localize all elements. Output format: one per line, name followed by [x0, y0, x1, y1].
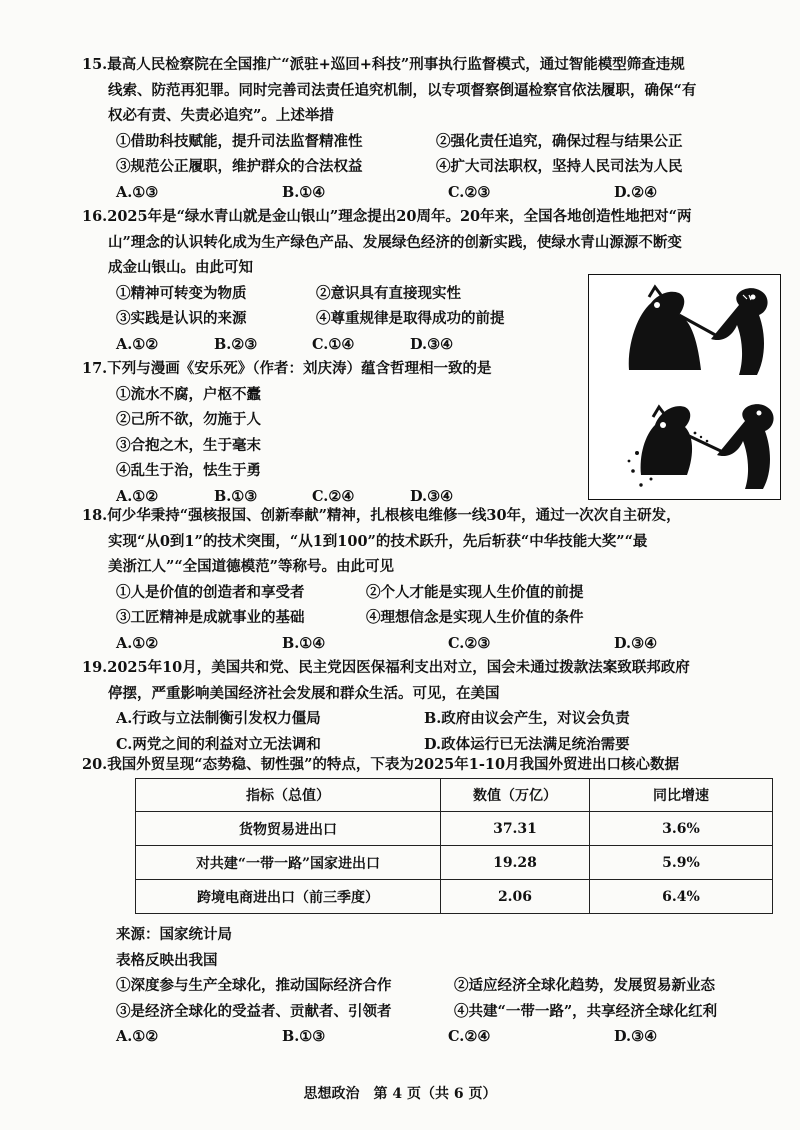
q17-answer-a: A.①② [116, 487, 159, 505]
q20-source: 来源：国家统计局 [116, 926, 232, 943]
table-row [136, 880, 773, 914]
q20-answer-d: D.③④ [614, 1028, 658, 1045]
q20-answer-a: A.①② [116, 1028, 159, 1045]
q18-stem-line-1: 18.何少华秉持“强核报国、创新奉献”精神，扎根核电维修一线30年，通过一次次自主研发， [82, 507, 681, 524]
q18-stem-line-3: 美浙江人”“全国道德模范”等称号。由此可见 [108, 558, 395, 575]
q17-option-3: ③合抱之木，生于毫末 [116, 436, 261, 454]
question-15 [82, 52, 780, 205]
table-row [136, 846, 773, 880]
q19-option-d: D.政体运行已无法满足统治需要 [424, 735, 630, 753]
table-cell: 3.6% [590, 812, 773, 846]
q17-answer-c: C.②④ [312, 487, 355, 505]
q15-option-4: ④扩大司法职权，坚持人民司法为人民 [436, 158, 683, 175]
q18-option-4: ④理想信念是实现人生价值的条件 [366, 609, 584, 626]
q18-options-row-1 [90, 580, 780, 606]
q15-answer-b: B.①④ [282, 183, 326, 201]
q20-option-3: ③是经济全球化的受益者、贡献者、引领者 [116, 1002, 392, 1020]
q15-options-row-1 [90, 129, 780, 155]
q18-options-row-2 [90, 605, 780, 631]
table-header-value: 数值（万亿） [441, 779, 590, 812]
table-header-row [136, 779, 773, 812]
q19-option-b: B.政府由议会产生，对议会负责 [424, 710, 630, 727]
question-17 [82, 356, 780, 509]
q16-stem-line-3: 成金山银山。由此可知 [108, 259, 253, 276]
q18-answer-c: C.②③ [448, 634, 491, 652]
question-19 [82, 655, 780, 757]
table-cell: 2.06 [441, 880, 590, 914]
table-cell: 跨境电商进出口（前三季度） [136, 880, 441, 914]
table-cell: 货物贸易进出口 [136, 812, 441, 846]
q20-answer-b: B.①③ [282, 1028, 326, 1045]
q20-option-4: ④共建“一带一路”，共享经济全球化红利 [454, 1002, 718, 1020]
q20-stem-line-2: 表格反映出我国 [116, 951, 218, 969]
q15-answers [90, 180, 780, 206]
q17-stem-line-1: 17.下列与漫画《安乐死》（作者：刘庆涛）蕴含哲理相一致的是 [82, 360, 492, 377]
question-20-options [90, 922, 780, 1050]
q19-options-row-1 [90, 706, 780, 732]
page-footer: 思想政治 第 4 页（共 6 页） [303, 1086, 497, 1102]
q18-answers [90, 631, 780, 657]
q15-stem-line-1: 15.最高人民检察院在全国推广“派驻+巡回+科技”刑事执行监督模式，通过智能模型筛查违规 [82, 56, 685, 73]
table-header-indicator: 指标（总值） [136, 779, 441, 812]
table-cell: 对共建“一带一路”国家进出口 [136, 846, 441, 880]
q16-option-4: ④尊重规律是取得成功的前提 [316, 310, 505, 327]
q17-option-1: ①流水不腐，户枢不蠹 [116, 385, 261, 403]
q15-options-row-2 [90, 154, 780, 180]
table-header-growth: 同比增速 [590, 779, 773, 812]
q15-option-2: ②强化责任追究，确保过程与结果公正 [436, 132, 683, 150]
q18-answer-a: A.①② [116, 634, 159, 652]
q19-option-a: A.行政与立法制衡引发权力僵局 [116, 710, 321, 727]
q16-stem-line-1: 16.2025年是“绿水青山就是金山银山”理念提出20周年。20年来，全国各地创造性地把对“两 [82, 208, 692, 225]
table-row [136, 812, 773, 846]
q15-answer-a: A.①③ [116, 183, 159, 201]
q16-option-3: ③实践是认识的来源 [116, 310, 247, 327]
q18-option-2: ②个人才能是实现人生价值的前提 [366, 583, 584, 601]
q19-stem-line-1: 19.2025年10月，美国共和党、民主党因医保福利支出对立，国会未通过拨款法案致联邦政府 [82, 659, 690, 676]
q18-answer-d: D.③④ [614, 634, 658, 652]
question-20-stem [82, 752, 780, 778]
q16-stem-line-2: 山”理念的认识转化成为生产绿色产品、发展绿色经济的创新实践，使绿水青山源源不断变 [108, 233, 682, 251]
q15-option-3: ③规范公正履职，维护群众的合法权益 [116, 158, 363, 175]
q16-answer-c: C.①④ [312, 335, 355, 353]
q20-options-row-2 [90, 999, 780, 1025]
q19-option-c: C.两党之间的利益对立无法调和 [116, 735, 321, 753]
q16-answer-d: D.③④ [410, 335, 454, 353]
q19-stem-line-2: 停摆，严重影响美国经济社会发展和群众生活。可见，在美国 [108, 684, 500, 702]
table-cell: 19.28 [441, 846, 590, 880]
q17-answer-b: B.①③ [214, 487, 258, 505]
q18-stem-line-2: 实现“从0到1”的技术突围，“从1到100”的技术跃升，先后斩获“中华技能大奖”“最 [108, 532, 648, 550]
q20-option-1: ①深度参与生产全球化，推动国际经济合作 [116, 977, 392, 994]
q15-option-1: ①借助科技赋能，提升司法监督精准性 [116, 132, 363, 150]
q17-answer-d: D.③④ [410, 487, 454, 505]
q16-answer-a: A.①② [116, 335, 159, 353]
q15-answer-d: D.②④ [614, 183, 658, 201]
q18-answer-b: B.①④ [282, 634, 326, 652]
q20-option-2: ②适应经济全球化趋势，发展贸易新业态 [454, 977, 715, 994]
table-cell: 37.31 [441, 812, 590, 846]
q17-option-4: ④乱生于治，怯生于勇 [116, 462, 261, 479]
q20-answers [90, 1024, 780, 1050]
q17-option-2: ②己所不欲，勿施于人 [116, 411, 261, 428]
q15-stem-line-2: 线索、防范再犯罪。同时完善司法责任追究机制，以专项督察倒逼检察官依法履职，确保“有 [108, 81, 697, 99]
question-18 [82, 503, 780, 656]
q16-answer-b: B.②③ [214, 335, 258, 353]
q15-stem-line-3: 权必有责、失责必追究”。上述举措 [108, 107, 334, 124]
table-cell: 5.9% [590, 846, 773, 880]
q20-stem-line-1: 20.我国外贸呈现“态势稳、韧性强”的特点，下表为2025年1-10月我国外贸进出口核心数据 [82, 756, 680, 773]
q20-answer-c: C.②④ [448, 1028, 491, 1045]
trade-data-table [135, 778, 773, 914]
q20-options-row-1 [90, 973, 780, 999]
q18-option-3: ③工匠精神是成就事业的基础 [116, 609, 305, 626]
q18-option-1: ①人是价值的创造者和享受者 [116, 583, 305, 601]
table-cell: 6.4% [590, 880, 773, 914]
q15-answer-c: C.②③ [448, 183, 491, 201]
q16-option-1: ①精神可转变为物质 [116, 284, 247, 302]
q16-option-2: ②意识具有直接现实性 [316, 284, 461, 302]
